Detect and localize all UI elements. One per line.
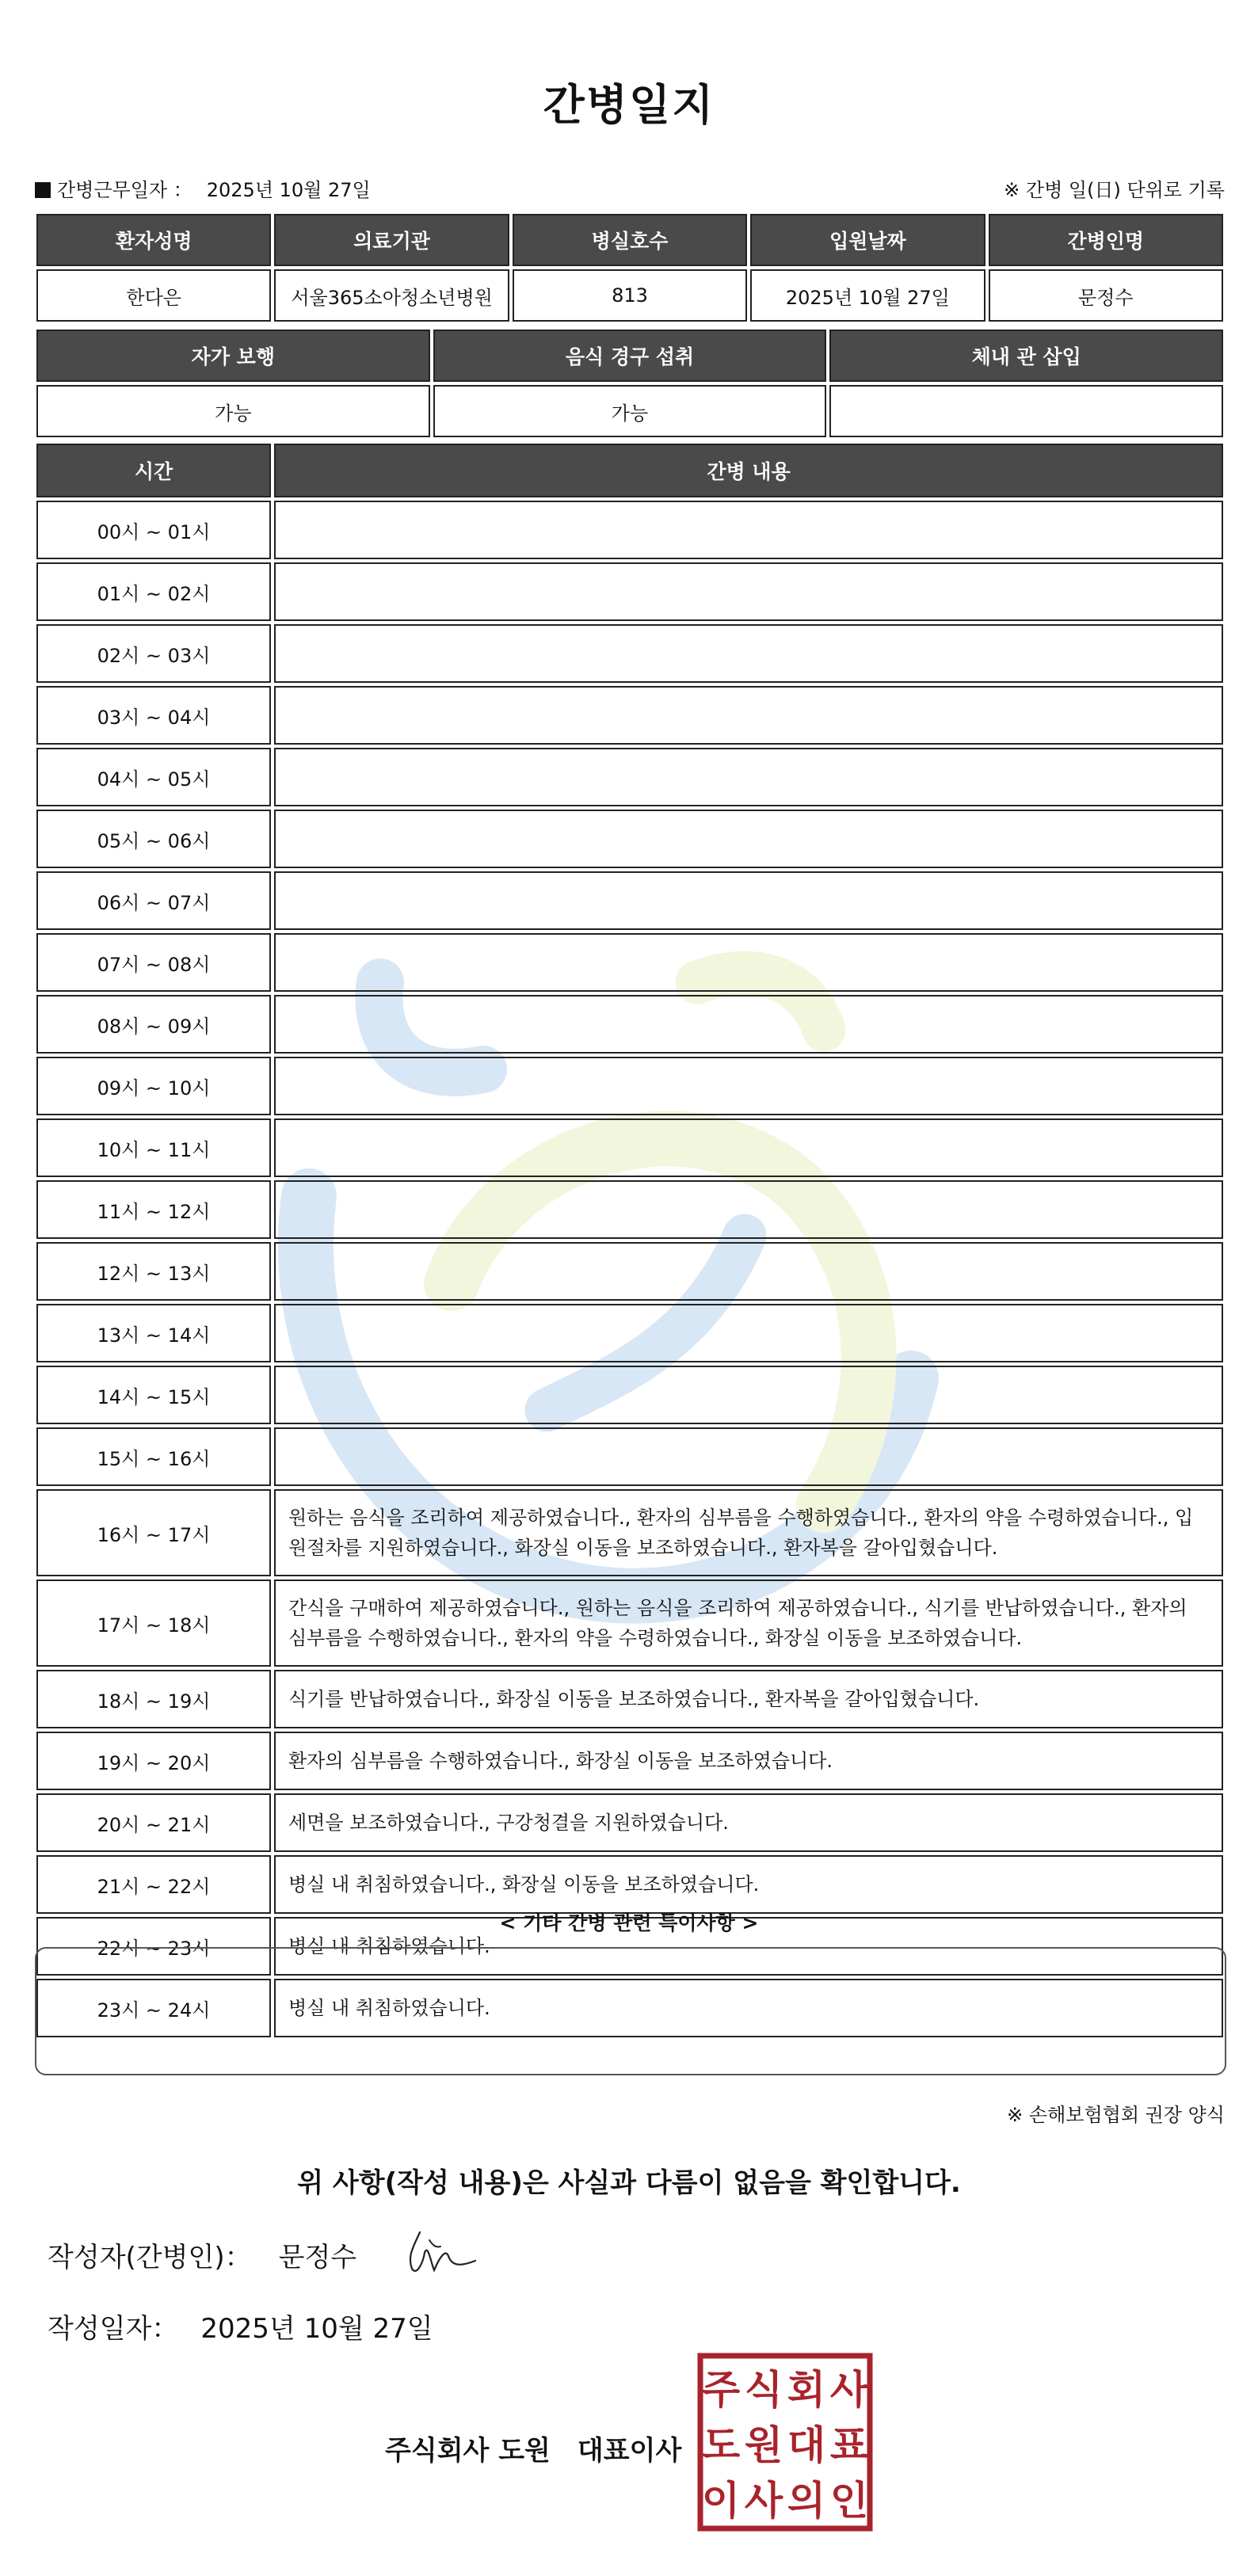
write-date-label: 작성일자：: [48, 2313, 179, 2345]
table-row: [36, 1732, 1223, 1790]
content-cell: [274, 933, 1223, 992]
content-cell: [274, 1242, 1223, 1301]
hospital-name: 서울365소아청소년병원: [274, 269, 509, 322]
time-cell: 16시 ~ 17시: [36, 1489, 271, 1576]
time-cell: 05시 ~ 06시: [36, 810, 271, 868]
writer-line: [48, 2235, 356, 2274]
content-cell: 간식을 구매하여 제공하였습니다., 원하는 음식을 조리하여 제공하였습니다., 식기를 반납하였습니다., 환자의 심부름을 수행하였습니다., 환자의 약을 수령하였습니다., 화장실 이동을 보조하였습니다.: [274, 1580, 1223, 1667]
header-time: 시간: [36, 444, 271, 497]
special-notes-box: [35, 1947, 1226, 2075]
write-date-value: 2025년 10월 27일: [200, 2313, 433, 2345]
svg-text:주: 주: [701, 2367, 741, 2413]
content-cell: [274, 1304, 1223, 1362]
header-self-walking: 자가 보행: [36, 330, 430, 382]
time-cell: 19시 ~ 20시: [36, 1732, 271, 1790]
table-row: [36, 1118, 1223, 1177]
time-cell: 08시 ~ 09시: [36, 995, 271, 1054]
content-cell: [274, 686, 1223, 745]
time-cell: 02시 ~ 03시: [36, 624, 271, 683]
table-row: [36, 1489, 1223, 1576]
patient-status-table: [33, 326, 1226, 440]
time-cell: 03시 ~ 04시: [36, 686, 271, 745]
svg-text:의: 의: [787, 2478, 826, 2524]
header-admission-date: 입원날짜: [750, 214, 985, 266]
confirmation-text: 위 사항(작성 내용)은 사실과 다름이 없음을 확인합니다.: [297, 2167, 961, 2199]
time-cell: 07시 ~ 08시: [36, 933, 271, 992]
table-row: [36, 562, 1223, 621]
oral-intake-value: 가능: [433, 385, 827, 437]
time-cell: 14시 ~ 15시: [36, 1366, 271, 1424]
write-date-line: [48, 2307, 433, 2345]
table-row: [36, 1242, 1223, 1301]
recommend-note: ※ 손해보험협회 권장 양식: [1007, 2104, 1225, 2126]
table-row: [36, 1180, 1223, 1239]
content-cell: [274, 748, 1223, 806]
content-cell: 환자의 심부름을 수행하였습니다., 화장실 이동을 보조하였습니다.: [274, 1732, 1223, 1790]
table-row: [36, 1057, 1223, 1115]
table-row: [36, 810, 1223, 868]
svg-text:사: 사: [744, 2478, 783, 2524]
writer-name: 문정수: [278, 2242, 357, 2273]
content-cell: [274, 1180, 1223, 1239]
table-row: [36, 1304, 1223, 1362]
special-notes-title: < 기타 간병 관련 특이사항 >: [499, 1911, 759, 1934]
table-row: [36, 1855, 1223, 1914]
writer-label: 작성자(간병인)：: [48, 2242, 252, 2273]
content-cell: [274, 501, 1223, 559]
content-cell: [274, 562, 1223, 621]
time-cell: 00시 ~ 01시: [36, 501, 271, 559]
content-cell: [274, 871, 1223, 930]
header-patient-name: 환자성명: [36, 214, 271, 266]
table-row: [36, 1670, 1223, 1728]
care-log-table: [33, 440, 1226, 2041]
self-walking-value: 가능: [36, 385, 430, 437]
admission-date: 2025년 10월 27일: [750, 269, 985, 322]
work-date-value: 2025년 10월 27일: [206, 179, 371, 201]
page-title: 간병일지: [543, 80, 715, 130]
signature-image: [396, 2224, 483, 2280]
header-caregiver-name: 간병인명: [989, 214, 1223, 266]
table-row: [36, 933, 1223, 992]
content-cell: 병실 내 취침하였습니다.: [274, 1979, 1223, 2037]
table-row: [36, 748, 1223, 806]
content-cell: 원하는 음식을 조리하여 제공하였습니다., 환자의 심부름을 수행하였습니다., 환자의 약을 수령하였습니다., 입원절차를 지원하였습니다., 화장실 이동을 보조하였습니다., 환자복을 갈아입혔습니다.: [274, 1489, 1223, 1576]
time-cell: 09시 ~ 10시: [36, 1057, 271, 1115]
time-cell: 04시 ~ 05시: [36, 748, 271, 806]
content-cell: 병실 내 취침하였습니다.: [274, 1917, 1223, 1976]
time-cell: 01시 ~ 02시: [36, 562, 271, 621]
content-cell: 식기를 반납하였습니다., 화장실 이동을 보조하였습니다., 환자복을 갈아입혔습니다.: [274, 1670, 1223, 1728]
company-line: [385, 2429, 681, 2467]
table-row: [36, 995, 1223, 1054]
time-cell: 11시 ~ 12시: [36, 1180, 271, 1239]
content-cell: [274, 810, 1223, 868]
table-row: [36, 871, 1223, 930]
caregiver-name: 문정수: [989, 269, 1223, 322]
content-cell: [274, 995, 1223, 1054]
time-cell: 10시 ~ 11시: [36, 1118, 271, 1177]
svg-text:사: 사: [829, 2367, 869, 2413]
svg-text:이: 이: [701, 2478, 741, 2524]
time-cell: 20시 ~ 21시: [36, 1793, 271, 1852]
header-care-content: 간병 내용: [274, 444, 1223, 497]
company-name: 주식회사 도원: [385, 2435, 551, 2467]
header-oral-intake: 음식 경구 섭취: [433, 330, 827, 382]
time-cell: 06시 ~ 07시: [36, 871, 271, 930]
patient-name: 한다은: [36, 269, 271, 322]
table-row: [36, 501, 1223, 559]
time-cell: 12시 ~ 13시: [36, 1242, 271, 1301]
content-cell: [274, 1366, 1223, 1424]
content-cell: [274, 1057, 1223, 1115]
time-cell: 15시 ~ 16시: [36, 1427, 271, 1486]
square-bullet-icon: [35, 182, 51, 198]
time-cell: 21시 ~ 22시: [36, 1855, 271, 1914]
patient-info-table: [33, 211, 1226, 325]
svg-text:도: 도: [701, 2422, 741, 2468]
work-date: [35, 174, 371, 202]
svg-text:회: 회: [787, 2367, 826, 2413]
svg-text:원: 원: [744, 2422, 783, 2468]
svg-text:대: 대: [787, 2422, 826, 2468]
table-row: [36, 1580, 1223, 1667]
header-hospital: 의료기관: [274, 214, 509, 266]
header-tube-insertion: 체내 관 삽입: [829, 330, 1223, 382]
table-row: [36, 686, 1223, 745]
company-seal-stamp: [697, 2353, 873, 2532]
time-cell: 18시 ~ 19시: [36, 1670, 271, 1728]
record-unit-note: ※ 간병 일(日) 단위로 기록: [1004, 179, 1225, 201]
time-cell: 22시 ~ 23시: [36, 1917, 271, 1976]
content-cell: 세면을 보조하였습니다., 구강청결을 지원하였습니다.: [274, 1793, 1223, 1852]
table-row: [36, 1366, 1223, 1424]
tube-insertion-value: [829, 385, 1223, 437]
content-cell: [274, 1427, 1223, 1486]
content-cell: [274, 624, 1223, 683]
time-cell: 17시 ~ 18시: [36, 1580, 271, 1667]
work-date-label: 간병근무일자 ：: [57, 179, 193, 201]
svg-text:표: 표: [829, 2422, 869, 2468]
content-cell: [274, 1118, 1223, 1177]
time-cell: 13시 ~ 14시: [36, 1304, 271, 1362]
table-row: [36, 1793, 1223, 1852]
time-cell: 23시 ~ 24시: [36, 1979, 271, 2037]
content-cell: 병실 내 취침하였습니다., 화장실 이동을 보조하였습니다.: [274, 1855, 1223, 1914]
svg-text:식: 식: [744, 2367, 783, 2413]
table-row: [36, 624, 1223, 683]
header-room-number: 병실호수: [513, 214, 747, 266]
svg-text:인: 인: [829, 2478, 869, 2524]
company-representative: 대표이사: [577, 2435, 682, 2467]
room-number: 813: [513, 269, 747, 322]
table-row: [36, 1427, 1223, 1486]
